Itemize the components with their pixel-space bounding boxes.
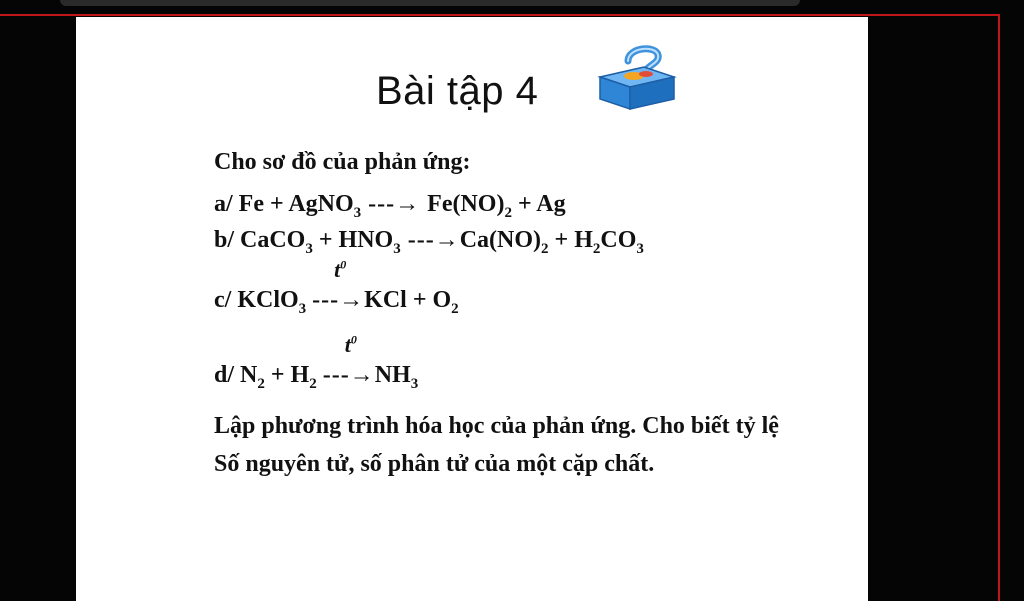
subscript: 2 xyxy=(541,241,549,257)
subscript: 2 xyxy=(592,241,601,257)
task-line-1: Lập phương trình hóa học của phản ứng. Cho biết tỷ lệ xyxy=(214,413,779,439)
heat-condition xyxy=(334,257,346,283)
reaction-a xyxy=(214,191,566,221)
intro-text: Cho sơ đồ của phản ứng: xyxy=(214,149,471,175)
formula-text: + HNO xyxy=(312,227,394,253)
slide-title: Bài tập 4 xyxy=(376,69,539,113)
formula-text: KCl + O xyxy=(364,287,452,313)
formula-text: Ca(NO) xyxy=(459,227,542,253)
formula-text: NH xyxy=(374,362,411,388)
formula-text: Fe + AgNO xyxy=(238,191,354,217)
reaction-label: c/ xyxy=(214,287,232,313)
reaction-label: a/ xyxy=(214,191,233,217)
condition-sup: 0 xyxy=(340,257,347,272)
formula-text: Fe(NO) xyxy=(427,191,505,217)
subscript: 3 xyxy=(410,376,419,392)
reaction-label: d/ xyxy=(214,362,235,388)
formula-text: + H xyxy=(548,227,593,253)
subscript: 3 xyxy=(305,241,313,257)
reaction-b xyxy=(214,227,644,257)
condition-sup: 0 xyxy=(350,332,357,347)
heat-condition xyxy=(345,332,357,358)
condition-text: t xyxy=(344,332,351,357)
task-line-2: Số nguyên tử, số phân tử của một cặp chất. xyxy=(214,451,655,477)
reaction-d xyxy=(214,332,419,392)
slide xyxy=(76,17,868,601)
reaction-c xyxy=(214,257,459,317)
formula-text: CaCO xyxy=(240,227,306,253)
formula-text: + Ag xyxy=(511,191,566,217)
condition-text: t xyxy=(334,257,341,282)
subscript: 2 xyxy=(451,301,459,317)
reaction-arrow: ---→ xyxy=(361,191,428,217)
formula-text: KClO xyxy=(237,287,299,313)
subscript: 3 xyxy=(393,241,401,257)
reaction-arrow: ---→ xyxy=(312,287,365,313)
formula-text: CO xyxy=(600,227,637,253)
subscript: 3 xyxy=(298,301,307,317)
subscript: 2 xyxy=(257,376,265,392)
heated-arrow xyxy=(322,332,375,389)
reaction-arrow: ---→ xyxy=(400,227,460,253)
formula-text: N xyxy=(240,362,258,388)
subscript: 2 xyxy=(309,376,317,392)
heated-arrow xyxy=(312,257,365,314)
subscript: 2 xyxy=(504,205,512,221)
subscript: 3 xyxy=(353,205,362,221)
formula-text: + H xyxy=(264,362,310,388)
subscript: 3 xyxy=(636,241,644,257)
question-box-icon xyxy=(594,43,678,113)
reaction-label: b/ xyxy=(214,227,235,253)
reaction-arrow: ---→ xyxy=(322,362,375,388)
top-bar xyxy=(60,0,800,6)
